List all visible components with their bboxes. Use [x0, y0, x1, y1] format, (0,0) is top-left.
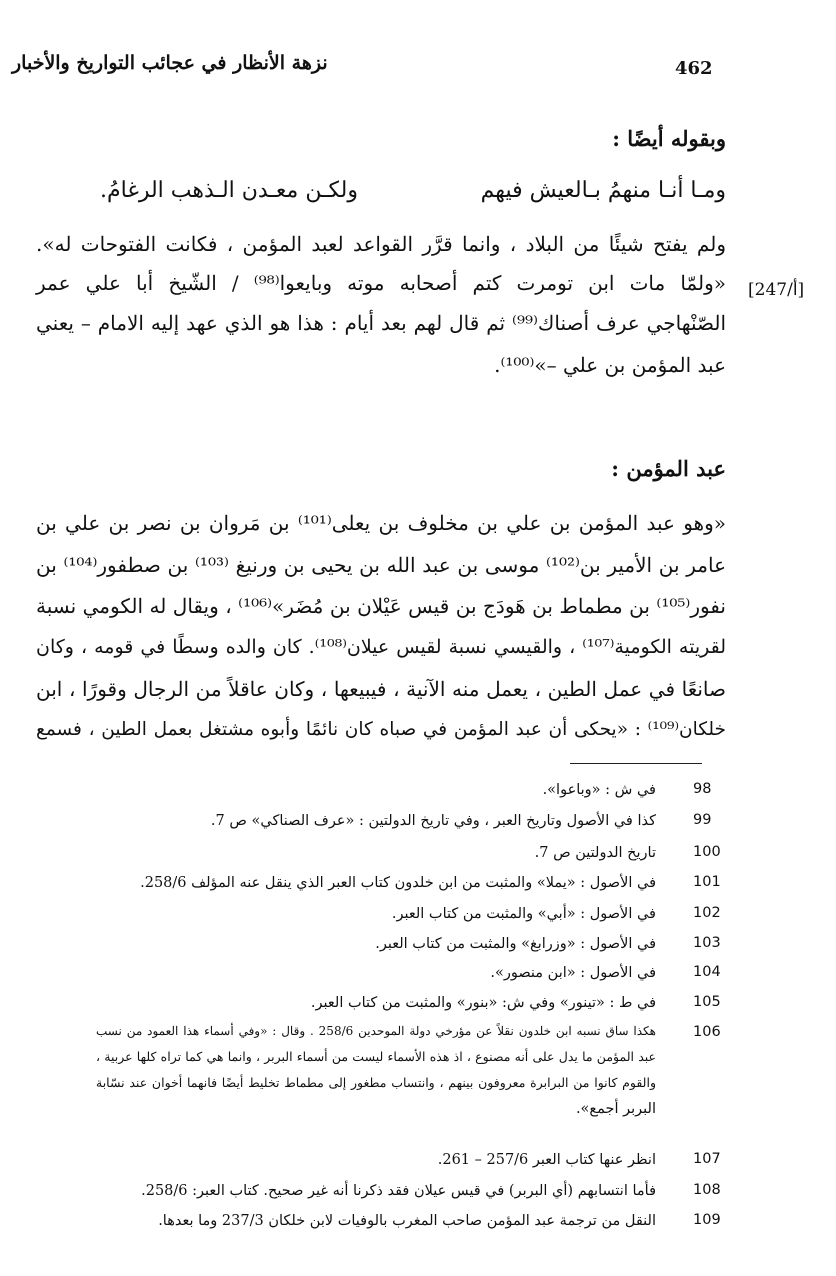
text-line: عامر بن الأمير بن⁽¹⁰²⁾ موسى بن عبد الله بن يحيى بن ورنيغ ⁽¹⁰³⁾ بن صطفور⁽¹⁰⁴⁾ بن: [36, 553, 727, 577]
footnote-number: 106: [693, 1024, 721, 1040]
footnote-number: 105: [693, 994, 721, 1010]
text-line: عبد المؤمن بن علي –»⁽¹⁰⁰⁾.: [494, 353, 726, 377]
section-heading: عبد المؤمن :: [611, 456, 726, 481]
footnote-text: كذا في الأصول وتاريخ العبر ، وفي تاريخ الدولتين : «عرف الصناكي» ص 7.: [210, 813, 656, 829]
footnote-text: في الأصول : «أبي» والمثبت من كتاب العبر.: [391, 906, 656, 922]
manuscript-folio-ref: [247/أ]: [748, 280, 805, 300]
footnote-text: في ش : «وباعوا».: [542, 782, 656, 798]
footnote-line: عبد المؤمن ما يدل على أنه مصنوع ، اذ هذه الأسماء ليست من أسماء البربر ، وانما هي كما تراه كلها عربية ،: [96, 1049, 656, 1064]
footnote-number: 108: [693, 1182, 721, 1198]
footnote-number: 102: [693, 905, 721, 921]
footnote-text: فأما انتسابهم (أي البربر) في قيس عيلان فقد ذكرنا أنه غير صحيح. كتاب العبر: 258/6.: [141, 1183, 656, 1199]
footnote-text: في الأصول : «وزرابغ» والمثبت من كتاب العبر.: [375, 936, 656, 952]
footnote-number: 104: [693, 964, 721, 980]
footnote-line: والقوم كانوا من البرابرة معروفون بينهم ، وانتساب مطغور إلى مطماط تخليط أيضًا فانهما أخوان عند نسّابة: [96, 1075, 656, 1090]
text-line: «وهو عبد المؤمن بن علي بن مخلوف بن يعلى⁽¹⁰¹⁾ بن مَروان بن نصر بن علي بن: [36, 511, 727, 535]
footnote-number: 103: [693, 935, 721, 951]
verse-first-hemistich: ومـا أنـا منهمُ بـالعيش فيهم: [480, 178, 726, 203]
footnote-line: هكذا ساق نسبه ابن خلدون نقلاً عن مؤرخي دولة الموحدين 258/6 . وقال : «وفي أسماء هذا العمود من نسب: [96, 1024, 656, 1038]
section-heading: وبقوله أيضًا :: [612, 126, 726, 151]
footnote-text: في الأصول : «ابن منصور».: [490, 965, 656, 981]
footnote-line: البربر أجمع».: [575, 1101, 656, 1117]
text-line: خلكان⁽¹⁰⁹⁾ : «يحكى أن عبد المؤمن في صباه كان نائمًا وأبوه مشتغل بعمل الطين ، فسمع: [36, 719, 726, 740]
footnote-number: 101: [693, 874, 721, 890]
footnote-text: تاريخ الدولتين ص 7.: [534, 845, 656, 861]
footnote-text: في ط : «تينور» وفي ش: «بنور» والمثبت من كتاب العبر.: [310, 995, 656, 1011]
footnote-number: 100: [693, 844, 721, 860]
footnote-number: 109: [693, 1212, 721, 1228]
running-header-title: نزهة الأنظار في عجائب التواريخ والأخبار: [12, 52, 328, 74]
poem-verse: [100, 178, 726, 214]
footnote-text: النقل من ترجمة عبد المؤمن صاحب المغرب بالوفيات لابن خلكان 237/3 وما بعدها.: [158, 1213, 656, 1229]
footnote-separator: [570, 763, 702, 764]
footnote-number: 98: [693, 781, 712, 797]
footnote-text: [96, 1018, 656, 1122]
verse-second-hemistich: ولكـن معـدن الـذهب الرغامُ.: [100, 178, 358, 203]
text-line: لقريته الكومية⁽¹⁰⁷⁾ ، والقيسي نسبة لقيس عيلان⁽¹⁰⁸⁾. كان والده وسطًا في قومه ، وكان: [36, 636, 726, 658]
footnote-text: في الأصول : «يملا» والمثبت من ابن خلدون كتاب العبر الذي ينقل عنه المؤلف 258/6.: [140, 875, 656, 891]
text-line: ولم يفتح شيئًا من البلاد ، وانما قرَّر القواعد لعبد المؤمن ، فكانت الفتوحات له».: [36, 232, 726, 256]
page-number: 462: [675, 58, 713, 79]
footnote-number: 99: [693, 812, 712, 828]
footnote-number: 107: [693, 1151, 721, 1167]
footnote-text: انظر عنها كتاب العبر 257/6 – 261.: [437, 1152, 656, 1168]
text-line: الصّنْهاجي عرف أصناك⁽⁹⁹⁾ ثم قال لهم بعد أيام : هذا هو الذي عهد إليه الامام – يعني: [36, 311, 726, 335]
text-line: «ولمّا مات ابن تومرت كتم أصحابه موته وبايعوا⁽⁹⁸⁾ / الشّيخ أبا علي عمر: [36, 271, 726, 295]
text-line: صانعًا في عمل الطين ، يعمل منه الآنية ، فيبيعها ، وكان عاقلاً من الرجال وقورًا ، ابن: [36, 677, 726, 701]
text-line: نفور⁽¹⁰⁵⁾ بن مطماط بن هَودَج بن قيس عَيْلان بن مُضَر»⁽¹⁰⁶⁾ ، ويقال له الكومي نسبة: [36, 594, 726, 618]
